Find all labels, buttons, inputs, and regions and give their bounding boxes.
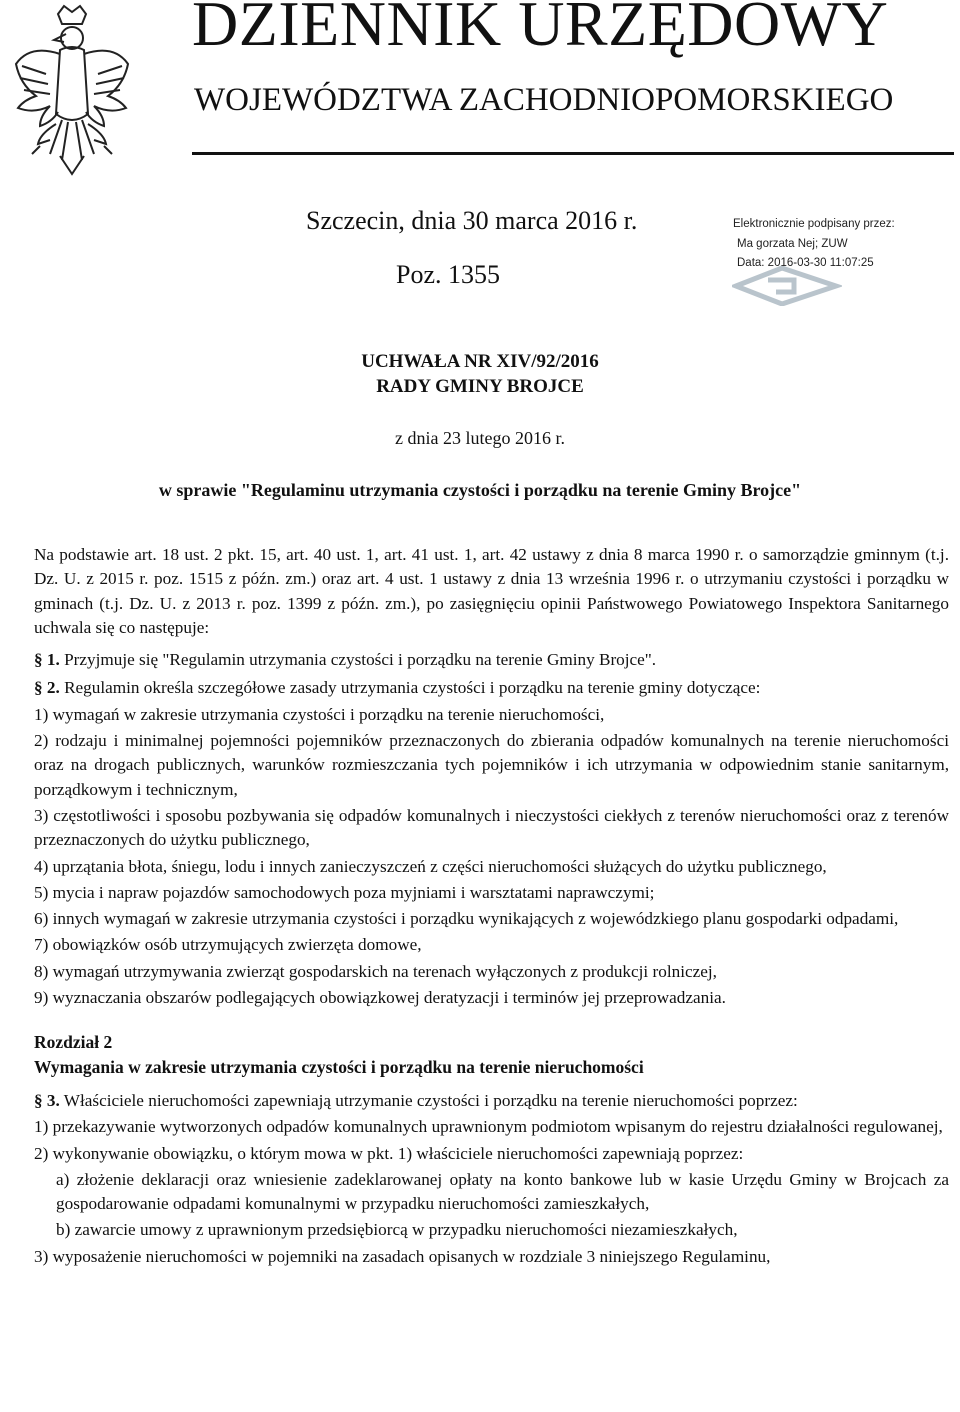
resolution-date: z dnia 23 lutego 2016 r. (395, 428, 565, 448)
section-1-text: Przyjmuje się "Regulamin utrzymania czystości i porządku na terenie Gminy Brojce". (64, 650, 657, 670)
resolution-body (34, 543, 949, 1269)
signature-date: Data: 2016-03-30 11:07:25 (737, 257, 874, 269)
list-item: 1) wymagań w zakresie utrzymania czystości i porządku na terenie nieruchomości, (34, 704, 605, 724)
list-item: 6) innych wymagań w zakresie utrzymania czystości i porządku wynikających z wojewódzkiego planu gospodarki odpadami, (34, 909, 899, 929)
section-1 (34, 648, 949, 672)
sub-list-item: b) zawarcie umowy z uprawnionym przedsiębiorcą w przypadku nieruchomości niezamieszkałych, (56, 1220, 738, 1240)
polish-eagle-icon (10, 4, 135, 184)
signature-signer: Ma gorzata Nej; ZUW (737, 238, 848, 250)
section-1-mark: § 1. (34, 650, 60, 670)
journal-title: DZIENNIK URZĘDOWY (192, 0, 889, 59)
signature-label: Elektronicznie podpisany przez: (733, 218, 895, 230)
list-item: 3) wyposażenie nieruchomości w pojemniki na zasadach opisanych w rozdziale 3 niniejszego Regulaminu, (34, 1246, 771, 1266)
section-2-mark: § 2. (34, 678, 60, 698)
list-item: 5) mycia i napraw pojazdów samochodowych poza myjniami i warsztatami naprawczymi; (34, 882, 655, 902)
list-item: 3) częstotliwości i sposobu pozbywania się odpadów komunalnych i nieczystości ciekłych z terenów nieruchomości oraz z terenów przeznaczonych do użytku publicznego, (34, 805, 949, 850)
resolution-subject: w sprawie "Regulaminu utrzymania czystości i porządku na terenie Gminy Brojce" (158, 480, 802, 500)
list-item: 2) wykonywanie obowiązku, o którym mowa w pkt. 1) właściciele nieruchomości zapewniają poprzez: (34, 1143, 744, 1163)
list-item: 9) wyznaczania obszarów podlegających obowiązkowej deratyzacji i terminów jej przeprowadzania. (34, 988, 726, 1008)
sub-list-item: a) złożenie deklaracji oraz wniesienie zadeklarowanej opłaty na konto bankowe lub w kasie Urzędu Gminy w Brojcach za gospodarowanie odpadami komunalnymi w przypadku nieruchomości zamieszkałych, (56, 1169, 949, 1214)
header-divider (192, 152, 954, 155)
resolution-title: UCHWAŁA NR XIV/92/2016 (361, 351, 599, 372)
resolution-council: RADY GMINY BROJCE (376, 376, 584, 397)
publication-date: Szczecin, dnia 30 marca 2016 r. (306, 206, 638, 235)
section-2-text: Regulamin określa szczegółowe zasady utrzymania czystości i porządku na terenie gminy dotyczące: (64, 678, 761, 698)
section-3-mark: § 3. (34, 1090, 60, 1110)
section-2 (34, 676, 949, 700)
list-item: 2) rodzaju i minimalnej pojemności pojemników przeznaczonych do zbierania odpadów komunalnych na terenie nieruchomości oraz na drogach publicznych, warunków rozmieszczania tych pojemników i ich utrzymania w odpowiednim stanie sanitarnym, porządkowym i technicznym, (34, 731, 949, 799)
list-item: 7) obowiązków osób utrzymujących zwierzęta domowe, (34, 935, 422, 955)
section-2-list (34, 703, 949, 1011)
list-item: 1) przekazywanie wytworzonych odpadów komunalnych uprawnionym podmiotom wpisanym do rejestru działalności regulowanej, (34, 1117, 943, 1137)
journal-subtitle: WOJEWÓDZTWA ZACHODNIOPOMORSKIEGO (194, 82, 894, 118)
publication-position: Poz. 1355 (396, 260, 500, 289)
section-3 (34, 1089, 949, 1113)
chapter-title: Wymagania w zakresie utrzymania czystości i porządku na terenie nieruchomości (34, 1056, 644, 1077)
section-3-text: Właściciele nieruchomości zapewniają utrzymanie czystości i porządku na terenie nieruchomości poprzez: (63, 1090, 798, 1110)
list-item: 4) uprzątania błota, śniegu, lodu i innych zanieczyszczeń z części nieruchomości służących do użytku publicznego, (34, 856, 827, 876)
preamble: Na podstawie art. 18 ust. 2 pkt. 15, art. 40 ust. 1, art. 41 ust. 1, art. 42 ustawy z dnia 8 marca 1990 r. o samorządzie gminnym (t.j. Dz. U. z 2015 r. poz. 1515 z późn. zm.) oraz art. 4 ust. 1 ustawy z dnia 13 września 1996 r. o utrzymaniu czystości i porządku w gminach (t.j. Dz. U. z 2013 r. poz. 1399 z późn. zm.), po zasięgnięciu opinii Państwowego Powiatowego Inspektora Sanitarnego uchwala się co następuje: (34, 545, 949, 637)
chapter-number: Rozdział 2 (34, 1032, 113, 1053)
list-item: 8) wymagań utrzymywania zwierząt gospodarskich na terenach wyłączonych z produkcji rolniczej, (34, 961, 717, 981)
section-3-list (34, 1115, 949, 1269)
